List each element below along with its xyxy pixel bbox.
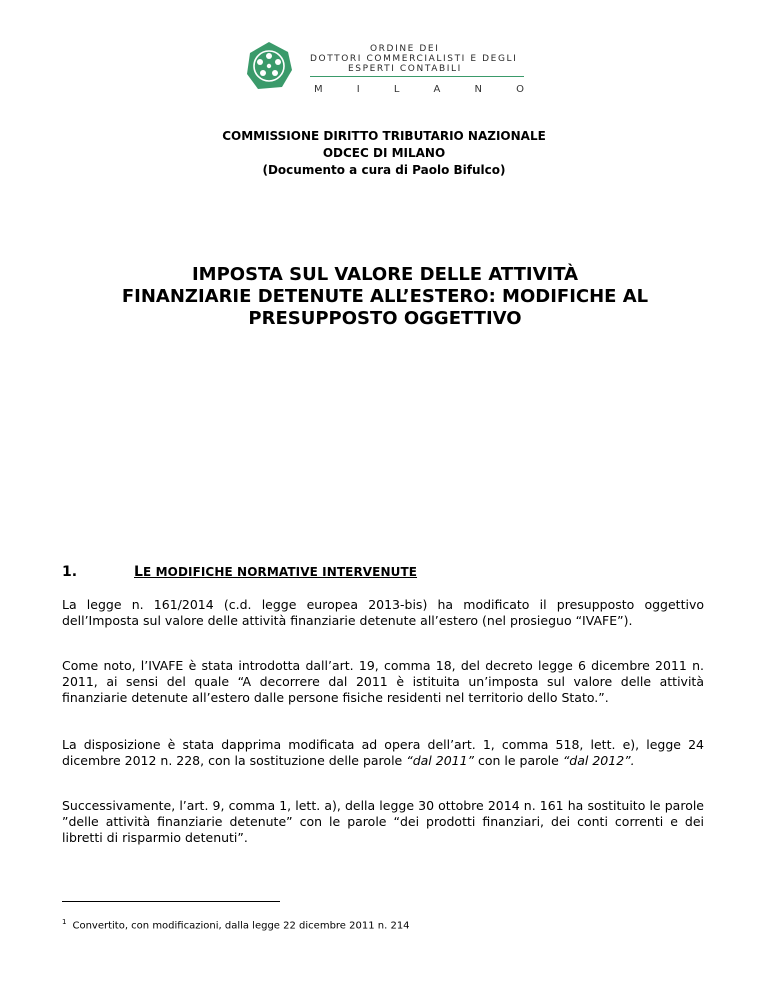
- logo-city-letter: M: [314, 84, 323, 95]
- paragraph-3: [62, 737, 704, 769]
- paragraph-2-text: [62, 658, 704, 706]
- title-line-3: PRESUPPOSTO OGGETTIVO: [248, 308, 522, 329]
- paragraph-3-text: [62, 737, 704, 769]
- logo-line-3: ESPERTI CONTABILI: [348, 64, 462, 74]
- footnote-divider: [62, 901, 280, 902]
- logo-line-2: DOTTORI COMMERCIALISTI E DEGLI: [310, 54, 518, 64]
- quote-dal-2011: “dal 2011”: [406, 753, 475, 768]
- title-line-1: IMPOSTA SUL VALORE DELLE ATTIVITÀ: [191, 264, 579, 285]
- section-title: [134, 565, 417, 579]
- quote-dal-2012: “dal 2012”.: [562, 753, 635, 768]
- paragraph-2: [62, 658, 704, 706]
- logo-city-letter: N: [474, 84, 482, 95]
- paragraph-4: [62, 798, 704, 846]
- paragraph-3-part-b: con le parole: [474, 753, 563, 768]
- logo-divider: [310, 76, 524, 77]
- organization-name: ODCEC DI MILANO: [322, 146, 446, 160]
- paragraph-1: [62, 597, 704, 629]
- document-header: [0, 128, 768, 179]
- logo-name: [310, 44, 517, 74]
- section-title-initial: L: [134, 564, 144, 580]
- section-title-rest: E MODIFICHE NORMATIVE INTERVENUTE: [143, 565, 418, 579]
- footnote: [62, 918, 410, 931]
- logo-city-letter: A: [433, 84, 441, 95]
- section-number: 1.: [62, 564, 78, 580]
- logo-city: [314, 84, 524, 95]
- footnote-text: Convertito, con modificazioni, dalla legge 22 dicembre 2011 n. 214: [72, 920, 410, 932]
- paragraph-2-body: Come noto, l’IVAFE è stata introdotta dall’art. 19, comma 18, del decreto legge 6 dicembre 2011 n. 2011, ai sensi del quale “A decorrere dal 2011 è istituita un’imposta sul valore delle attività finanziarie detenute all’estero dalle persone fisiche residenti nel territorio dello Stato.”.: [62, 658, 704, 705]
- paragraph-4-text: Successivamente, l’art. 9, comma 1, lett. a), della legge 30 ottobre 2014 n. 161 ha sostituito le parole ”delle attività finanziarie detenute” con le parole “dei prodotti finanziari, dei conti correnti e dei libretti di risparmio detenuti”.: [62, 798, 704, 845]
- logo-city-letter: L: [393, 84, 400, 95]
- paragraph-1-text: La legge n. 161/2014 (c.d. legge europea 2013-bis) ha modificato il presupposto oggettivo dell’Imposta sul valore delle attività finanziarie detenute all’estero (nel prosieguo “IVAFE”).: [62, 597, 704, 628]
- document-title: [90, 264, 680, 330]
- odcec-emblem-icon: [244, 40, 294, 92]
- title-line-2: FINANZIARIE DETENUTE ALL’ESTERO: MODIFICHE AL: [121, 286, 649, 307]
- odcec-logo: [244, 40, 524, 98]
- logo-line-1: ORDINE DEI: [370, 44, 440, 54]
- author-note: (Documento a cura di Paolo Bifulco): [262, 163, 506, 177]
- logo-city-letter: I: [356, 84, 360, 95]
- footnote-number: 1: [62, 918, 67, 926]
- logo-city-letter: O: [516, 84, 524, 95]
- paragraph-3-part-a: La disposizione è stata dapprima modificata ad opera dell’art. 1, comma 518, lett. e), legge 24 dicembre 2012 n. 228, con la sostituzione delle parole: [62, 737, 704, 768]
- commission-name: COMMISSIONE DIRITTO TRIBUTARIO NAZIONALE: [222, 129, 546, 143]
- section-heading: [62, 564, 417, 580]
